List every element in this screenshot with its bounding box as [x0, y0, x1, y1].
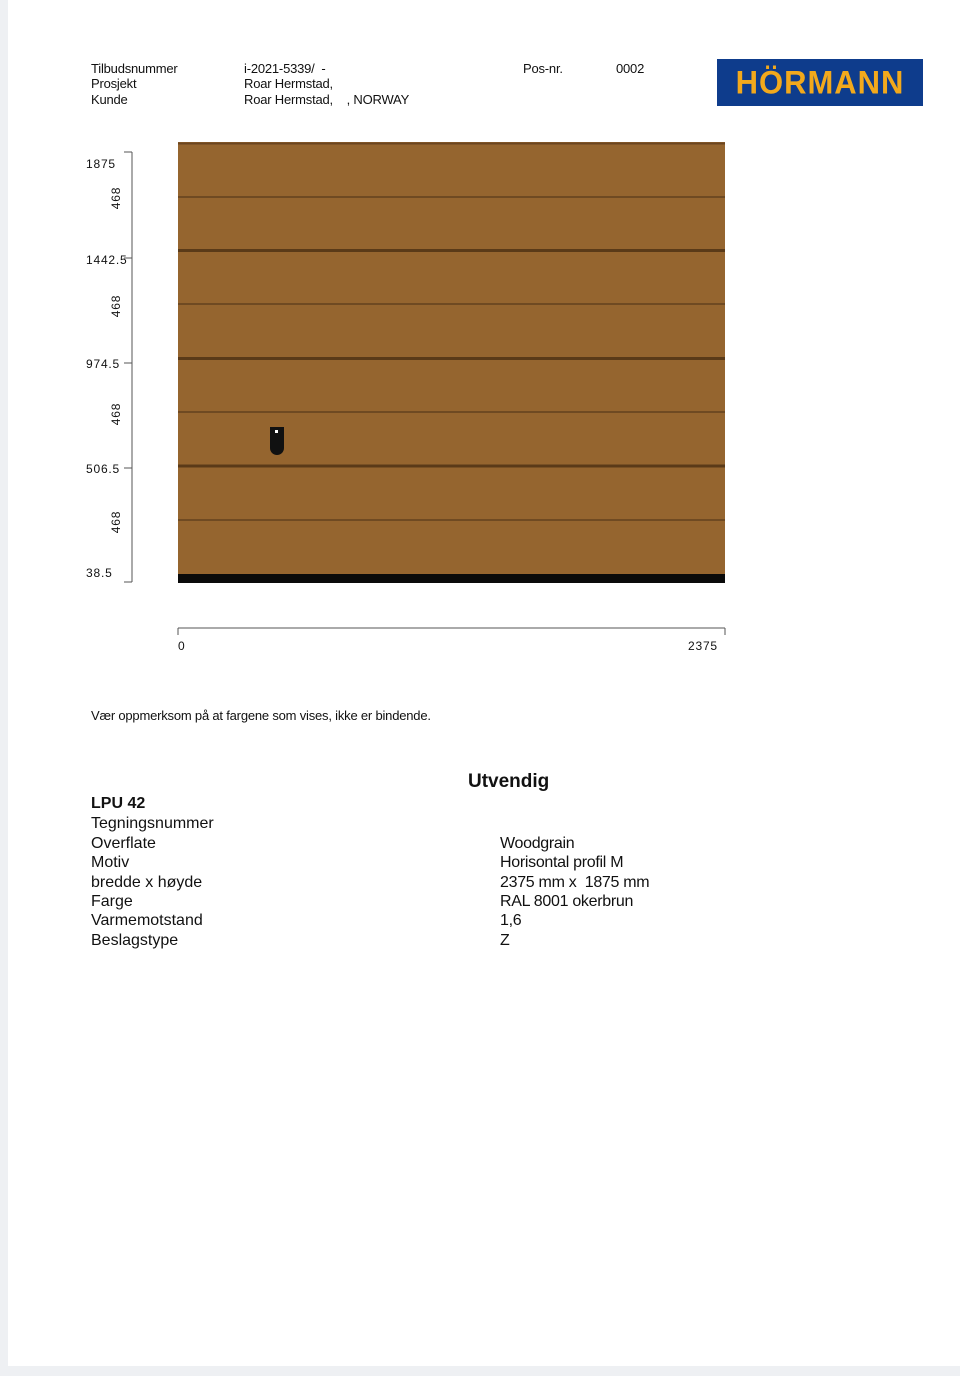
height-mark-38: 38.5	[86, 566, 113, 580]
logo-text: HÖRMANN	[735, 63, 905, 101]
spec-value-fitting-type: Z	[500, 932, 510, 949]
height-mark-1875: 1875	[86, 157, 116, 171]
spec-value-color: RAL 8001 okerbrun	[500, 893, 634, 910]
width-start: 0	[178, 639, 186, 653]
spec-value-motif: Horisontal profil M	[500, 854, 624, 871]
spec-value-dimensions: 2375 mm x 1875 mm	[500, 874, 650, 891]
spec-label-surface: Overflate	[91, 835, 156, 852]
offer-number-value: i-2021-5339/ -	[244, 61, 326, 76]
garage-door-drawing	[178, 142, 725, 583]
offer-number-label: Tilbudsnummer	[91, 61, 178, 76]
door-handle-icon	[270, 427, 284, 455]
spec-label-fitting-type: Beslagstype	[91, 932, 179, 949]
section-height-1: 468	[109, 186, 123, 210]
width-ruler	[176, 624, 728, 638]
spec-label-drawing-number: Tegningsnummer	[91, 815, 214, 832]
bottom-seal	[178, 574, 725, 583]
customer-label: Kunde	[91, 92, 128, 107]
project-label: Prosjekt	[91, 76, 137, 91]
position-value: 0002	[616, 61, 645, 76]
door-panel	[178, 142, 725, 583]
project-value: Roar Hermstad,	[244, 76, 333, 91]
spec-value-surface: Woodgrain	[500, 835, 575, 852]
height-mark-506: 506.5	[86, 462, 121, 476]
height-mark-1442: 1442.5	[86, 253, 128, 267]
spec-label-thermal-resistance: Varmemotstand	[91, 912, 203, 929]
position-label: Pos-nr.	[523, 61, 563, 76]
section-height-3: 468	[109, 402, 123, 426]
customer-value: Roar Hermstad, , NORWAY	[244, 92, 410, 107]
section-height-2: 468	[109, 294, 123, 318]
hormann-logo	[717, 59, 923, 106]
spec-value-thermal-resistance: 1,6	[500, 912, 522, 929]
spec-label-motif: Motiv	[91, 854, 130, 871]
spec-label-color: Farge	[91, 893, 133, 910]
section-title: Utvendig	[468, 771, 550, 792]
height-mark-974: 974.5	[86, 357, 121, 371]
model-name: LPU 42	[91, 795, 146, 812]
height-ruler	[120, 150, 140, 585]
section-height-4: 468	[109, 510, 123, 534]
spec-label-dimensions: bredde x høyde	[91, 874, 203, 891]
color-disclaimer: Vær oppmerksom på at fargene som vises, ikke er bindende.	[91, 708, 431, 723]
width-end: 2375	[688, 639, 718, 653]
